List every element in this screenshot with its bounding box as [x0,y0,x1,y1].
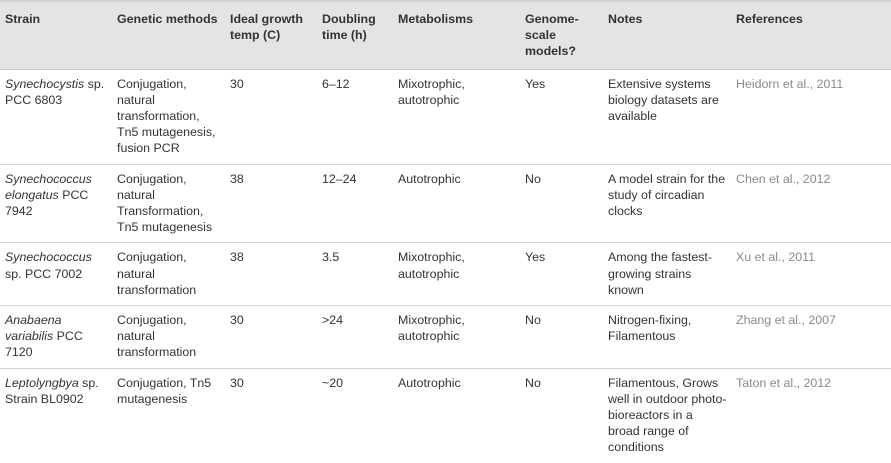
genome-models-cell: No [525,375,541,390]
notes-cell: Nitrogen-fixing, Filamentous [603,306,731,369]
genetic-methods-cell: Conjugation, natural transformation [112,243,225,306]
strain-cell [0,164,112,243]
strain-designation: PCC 7942 [5,187,89,219]
strain-designation: sp. Strain BL0902 [5,375,99,406]
notes-cell: Among the fastest-growing strains known [603,243,731,306]
growth-temp-cell: 30 [225,69,317,164]
strain-designation: sp. PCC 7002 [5,266,83,281]
growth-temp-cell: 30 [225,306,317,369]
growth-temp-cell: 38 [225,243,317,306]
strain-genus: Leptolyngbya [5,375,79,390]
doubling-time-cell: ~20 [322,375,344,390]
genome-models-cell: No [520,306,603,369]
table-row [0,164,891,243]
doubling-time-cell: 6–12 [317,69,393,164]
doubling-time-cell: 3.5 [317,243,393,306]
table-row [0,306,891,369]
genetic-methods-cell: Conjugation, natural Transformation, Tn5 mutagenesis [112,164,225,243]
metabolisms-cell: Autotrophic [398,375,461,390]
genetic-methods-cell: Conjugation, Tn5 mutagenesis [117,375,212,406]
reference-link[interactable]: Heidorn et al., 2011 [731,69,891,164]
genetic-methods-cell: Conjugation, natural transformation [112,306,225,369]
header-genetic-methods: Genetic methods [112,1,225,69]
header-references: References [731,1,891,69]
strain-genus: Synechococcus [5,250,92,265]
doubling-time-cell: >24 [317,306,393,369]
genome-models-cell: Yes [520,69,603,164]
genome-models-cell: Yes [520,243,603,306]
strain-designation: PCC 7120 [5,329,83,360]
header-metabolisms: Metabolisms [393,1,520,69]
metabolisms-cell: Autotrophic [393,164,520,243]
notes-cell: Extensive systems biology datasets are available [603,69,731,164]
table-row [0,368,891,463]
table-row [0,69,891,164]
growth-temp-cell: 30 [230,375,244,390]
header-row [0,1,891,69]
metabolisms-cell: Mixotrophic, autotrophic [393,69,520,164]
reference-link[interactable]: Zhang et al., 2007 [731,306,891,369]
reference-link[interactable]: Xu et al., 2011 [731,243,891,306]
doubling-time-cell: 12–24 [317,164,393,243]
strain-designation: sp. PCC 6803 [5,76,105,107]
reference-link[interactable]: Chen et al., 2012 [731,164,891,243]
strain-cell [0,69,112,164]
metabolisms-cell: Mixotrophic, autotrophic [393,306,520,369]
table-body [0,69,891,463]
header-genome-models: Genome-scale models? [520,1,603,69]
strain-cell [0,368,112,463]
reference-link[interactable]: Taton et al., 2012 [736,375,832,390]
header-growth-temp: Ideal growth temp (C) [225,1,317,69]
strain-genus: Synechocystis [5,76,85,91]
growth-temp-cell: 38 [225,164,317,243]
notes-cell: Filamentous, Grows well in outdoor photo-bioreactors in a broad range of conditions [608,375,727,455]
header-doubling-time: Doubling time (h) [317,1,393,69]
notes-cell: A model strain for the study of circadian clocks [603,164,731,243]
strain-cell [0,306,112,369]
genetic-methods-cell: Conjugation, natural transformation, Tn5 mutagenesis, fusion PCR [112,69,225,164]
header-strain: Strain [0,1,112,69]
table-row [0,243,891,306]
strain-genus: Synechococcus elongatus [5,171,92,202]
strain-cell [0,243,112,306]
strain-genus: Anabaena variabilis [5,313,62,344]
header-notes: Notes [603,1,731,69]
genome-models-cell: No [520,164,603,243]
table-header [0,1,891,69]
metabolisms-cell: Mixotrophic, autotrophic [393,243,520,306]
